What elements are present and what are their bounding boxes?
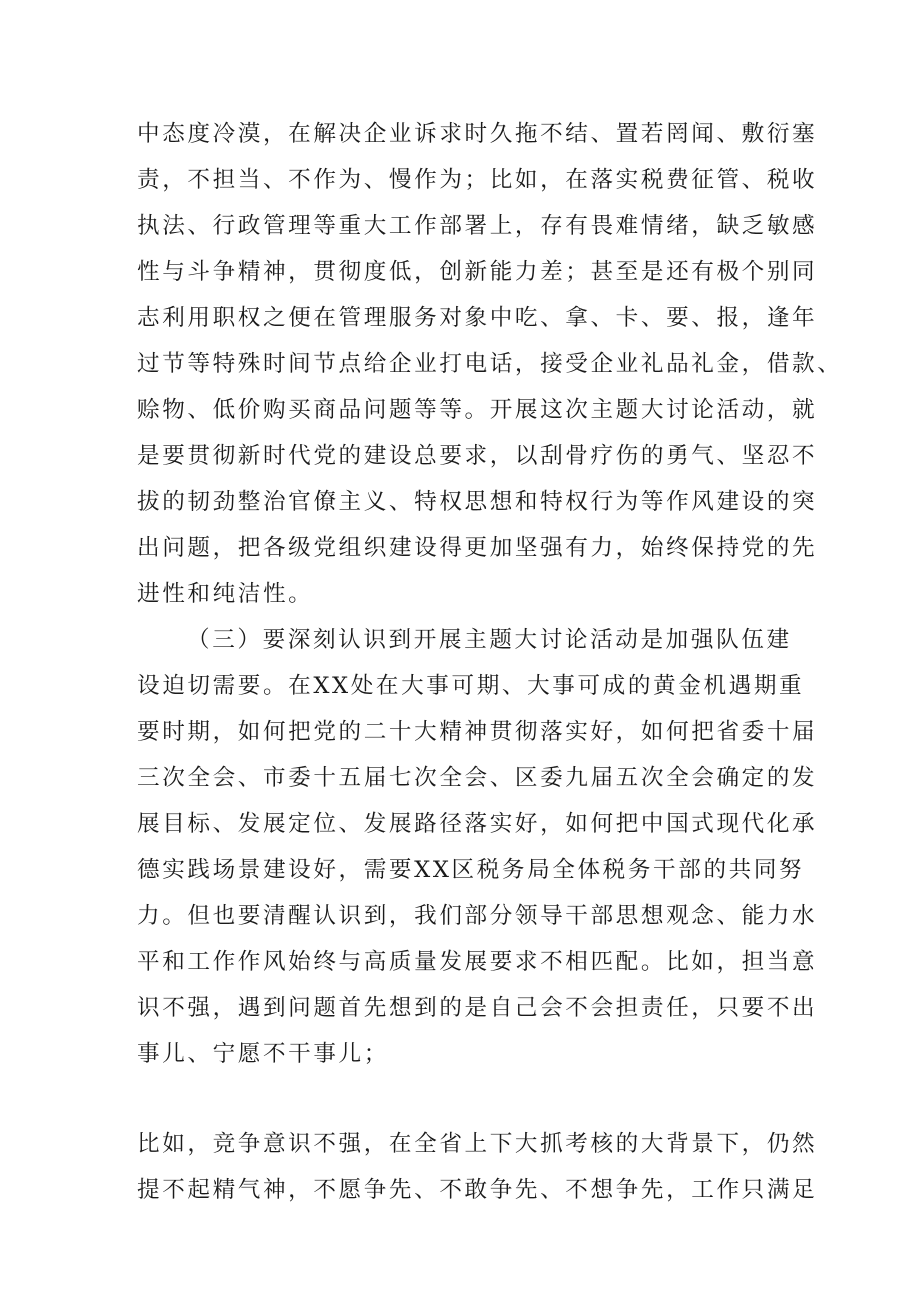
text-line: 是要贯彻新时代党的建设总要求，以刮骨疗伤的勇气、坚忍不	[137, 443, 818, 469]
text-line: 执法、行政管理等重大工作部署上，存有畏难情绪，缺乏敏感	[137, 213, 818, 239]
text-line: 出问题，把各级党组织建设得更加坚强有力，始终保持党的先	[137, 535, 818, 561]
text-line: 拔的韧劲整治官僚主义、特权思想和特权行为等作风建设的突	[137, 489, 818, 515]
text-line: 力。但也要清醒认识到，我们部分领导干部思想观念、能力水	[137, 903, 818, 929]
section-heading-line: （三）要深刻认识到开展主题大讨论活动是加强队伍建	[187, 627, 792, 653]
paragraph-competition	[137, 1121, 818, 1213]
text-line: 过节等特殊时间节点给企业打电话，接受企业礼品礼金，借款、	[137, 351, 843, 377]
text-line: 进性和纯洁性。	[137, 581, 314, 607]
text-line: 事儿、宁愿不干事儿；	[137, 1041, 389, 1067]
text-line: 提不起精气神，不愿争先、不敢争先、不想争先，工作只满足	[137, 1177, 818, 1203]
paragraph-continuation	[137, 111, 843, 617]
text-line: 赊物、低价购买商品问题等等。开展这次主题大讨论活动，就	[137, 397, 818, 423]
text-line: 展目标、发展定位、发展路径落实好，如何把中国式现代化承	[137, 811, 818, 837]
text-line: 比如，竞争意识不强，在全省上下大抓考核的大背景下，仍然	[137, 1131, 818, 1157]
text-line: 德实践场景建设好，需要XX区税务局全体税务干部的共同努	[137, 857, 805, 883]
text-line: 中态度冷漠，在解决企业诉求时久拖不结、置若罔闻、敷衍塞	[137, 121, 818, 147]
text-line: 三次全会、市委十五届七次全会、区委九届五次全会确定的发	[137, 765, 818, 791]
paragraph-section-three	[137, 617, 818, 1077]
text-line: 性与斗争精神，贯彻度低，创新能力差；甚至是还有极个别同	[137, 259, 818, 285]
text-line: 志利用职权之便在管理服务对象中吃、拿、卡、要、报，逢年	[137, 305, 818, 331]
text-line: 责，不担当、不作为、慢作为；比如，在落实税费征管、税收	[137, 167, 818, 193]
text-line: 平和工作作风始终与高质量发展要求不相匹配。比如，担当意	[137, 949, 818, 975]
text-line: 识不强，遇到问题首先想到的是自己会不会担责任，只要不出	[137, 995, 818, 1021]
text-line: 设迫切需要。在XX处在大事可期、大事可成的黄金机遇期重	[137, 673, 805, 699]
text-line: 要时期，如何把党的二十大精神贯彻落实好，如何把省委十届	[137, 719, 818, 745]
